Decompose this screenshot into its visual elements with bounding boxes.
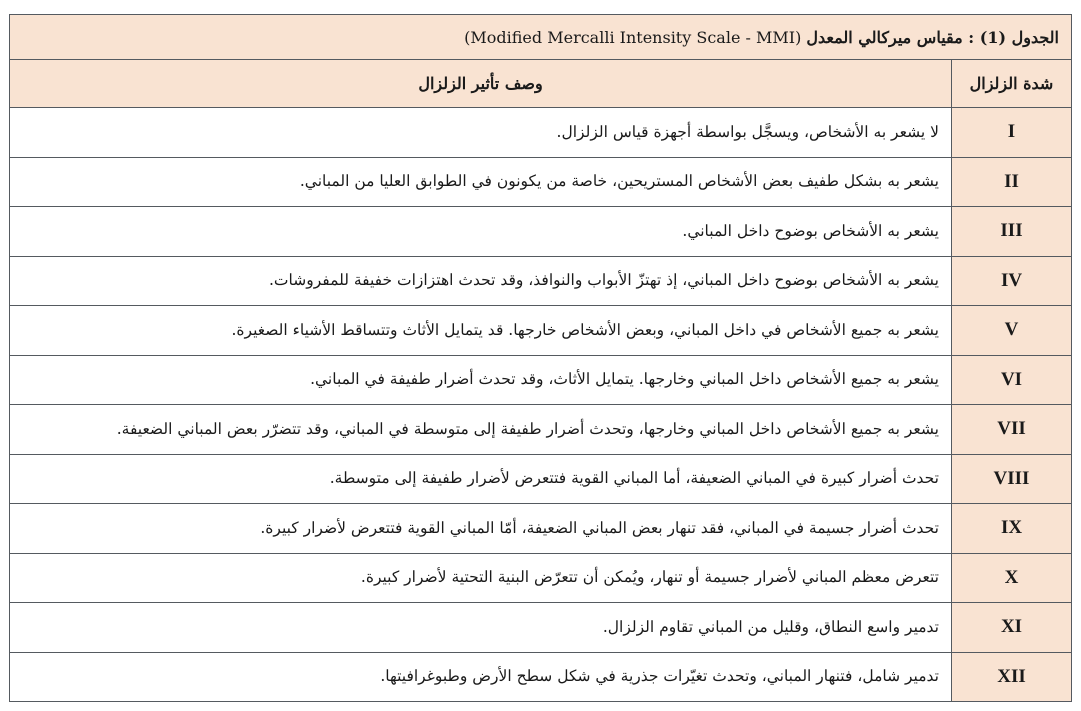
- mmi-table-container: [9, 14, 1072, 701]
- intensity-level: VIII: [952, 454, 1072, 504]
- intensity-level: X: [952, 553, 1072, 603]
- table-body: [10, 108, 1072, 702]
- intensity-level: V: [952, 306, 1072, 356]
- intensity-level: IX: [952, 504, 1072, 554]
- table-title-english: (Modified Mercalli Intensity Scale - MMI): [464, 27, 802, 47]
- column-header-intensity: شدة الزلزال: [952, 60, 1072, 108]
- table-row: [10, 207, 1072, 257]
- table-row: [10, 405, 1072, 455]
- table-title: [10, 15, 1072, 60]
- intensity-description: يشعر به جميع الأشخاص داخل المباني وخارجها. يتمايل الأثاث، وقد تحدث أضرار طفيفة في المباني.: [10, 355, 952, 405]
- intensity-level: IV: [952, 256, 1072, 306]
- intensity-level: II: [952, 157, 1072, 207]
- intensity-level: VII: [952, 405, 1072, 455]
- intensity-description: تدمير شامل، فتنهار المباني، وتحدث تغيّرات جذرية في شكل سطح الأرض وطبوغرافيتها.: [10, 652, 952, 702]
- intensity-level: VI: [952, 355, 1072, 405]
- intensity-description: تحدث أضرار جسيمة في المباني، فقد تنهار بعض المباني الضعيفة، أمّا المباني القوية فتتعرض لأضرار كبيرة.: [10, 504, 952, 554]
- intensity-description: يشعر به الأشخاص بوضوح داخل المباني.: [10, 207, 952, 257]
- column-header-description: وصف تأثير الزلزال: [10, 60, 952, 108]
- intensity-level: I: [952, 108, 1072, 158]
- intensity-description: تتعرض معظم المباني لأضرار جسيمة أو تنهار، ويُمكن أن تتعرّض البنية التحتية لأضرار كبيرة.: [10, 553, 952, 603]
- mmi-table: [9, 14, 1072, 702]
- intensity-description: لا يشعر به الأشخاص، ويسجَّل بواسطة أجهزة قياس الزلزال.: [10, 108, 952, 158]
- intensity-description: تدمير واسع النطاق، وقليل من المباني تقاوم الزلزال.: [10, 603, 952, 653]
- table-row: [10, 652, 1072, 702]
- table-row: [10, 454, 1072, 504]
- intensity-description: يشعر به بشكل طفيف بعض الأشخاص المستريحين، خاصة من يكونون في الطوابق العليا من المباني.: [10, 157, 952, 207]
- intensity-description: يشعر به الأشخاص بوضوح داخل المباني، إذ تهتزّ الأبواب والنوافذ، وقد تحدث اهتزازات خفيفة للمفروشات.: [10, 256, 952, 306]
- table-row: [10, 157, 1072, 207]
- intensity-level: III: [952, 207, 1072, 257]
- table-row: [10, 553, 1072, 603]
- table-row: [10, 256, 1072, 306]
- intensity-description: يشعر به جميع الأشخاص داخل المباني وخارجها، وتحدث أضرار طفيفة إلى متوسطة في المباني، وقد تتضرّر بعض المباني الضعيفة.: [10, 405, 952, 455]
- table-title-row: [10, 15, 1072, 60]
- intensity-level: XII: [952, 652, 1072, 702]
- table-row: [10, 108, 1072, 158]
- table-header-row: [10, 60, 1072, 108]
- intensity-description: يشعر به جميع الأشخاص في داخل المباني، وبعض الأشخاص خارجها. قد يتمايل الأثاث وتتساقط الأشياء الصغيرة.: [10, 306, 952, 356]
- intensity-description: تحدث أضرار كبيرة في المباني الضعيفة، أما المباني القوية فتتعرض لأضرار طفيفة إلى متوسطة.: [10, 454, 952, 504]
- table-row: [10, 504, 1072, 554]
- intensity-level: XI: [952, 603, 1072, 653]
- table-title-arabic: الجدول (1) : مقياس ميركالي المعدل: [806, 27, 1059, 47]
- table-row: [10, 603, 1072, 653]
- table-row: [10, 355, 1072, 405]
- table-row: [10, 306, 1072, 356]
